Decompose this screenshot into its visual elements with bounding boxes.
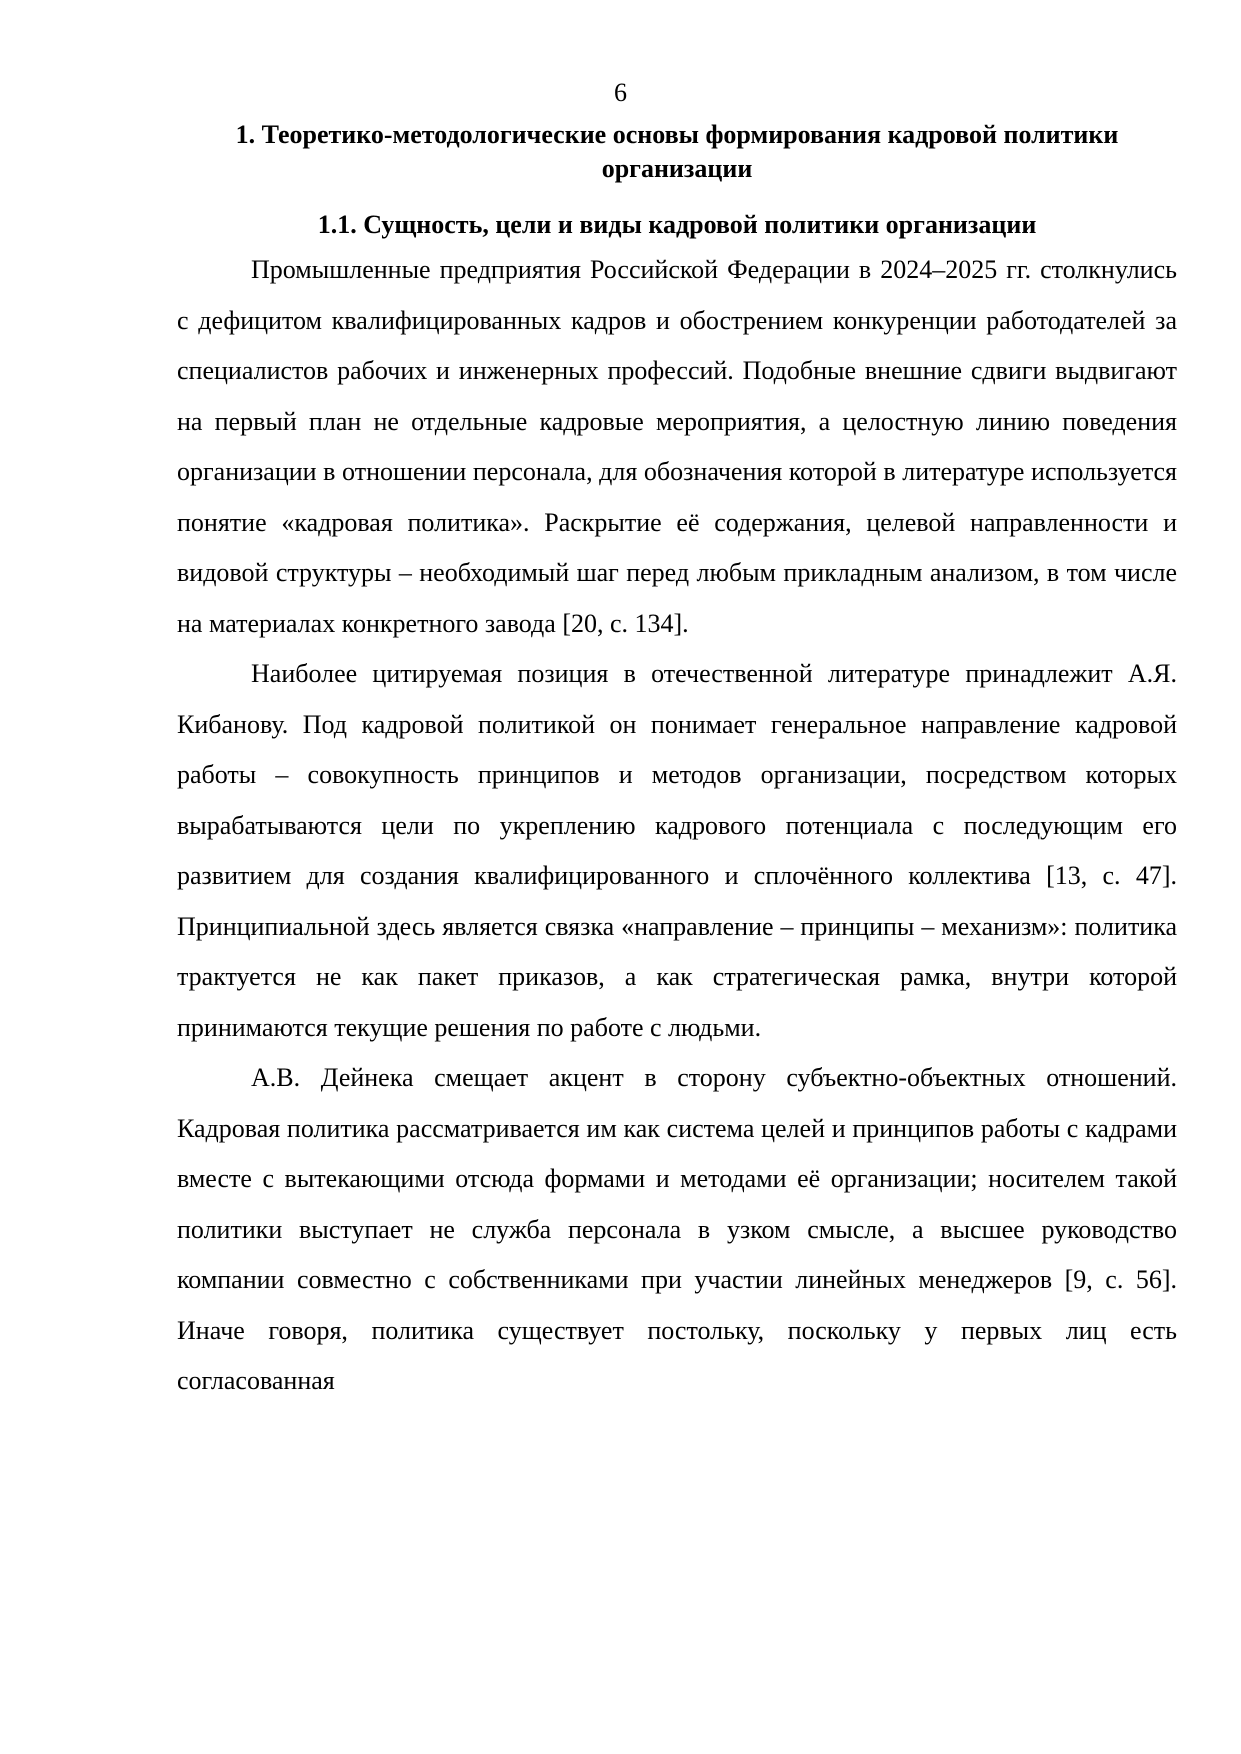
page-number: 6 [614,78,627,107]
paragraph-3: А.В. Дейнека смещает акцент в сторону субъектно-объектных отношений. Кадровая политика рассматривается им как система целей и принципов работы с кадрами вместе с вытекающими отсюда формами и методами её организации; носителем такой политики выступает не служба персонала в узком смысле, а высшее руководство компании совместно с собственниками при участии линейных менеджеров [9, с. 56]. Иначе говоря, политика существует постольку, поскольку у первых лиц есть согласованная [177,1063,1177,1395]
chapter-title: 1. Теоретико-методологические основы формирования кадровой политики организации [235,120,1119,183]
page-content [177,118,1177,1407]
paragraph-2: Наиболее цитируемая позиция в отечественной литературе принадлежит А.Я. Кибанову. Под кадровой политикой он понимает генеральное направление кадровой работы – совокупность принципов и методов организации, посредством которых вырабатываются цели по укреплению кадрового потенциала с последующим его развитием для создания квалифицированного и сплочённого коллектива [13, с. 47]. Принципиальной здесь является связка «направление – принципы – механизм»: политика трактуется не как пакет приказов, а как стратегическая рамка, внутри которой принимаются текущие решения по работе с людьми. [177,659,1177,1042]
section-title: 1.1. Сущность, цели и виды кадровой политики организации [317,210,1037,239]
paragraph-1: Промышленные предприятия Российской Федерации в 2024–2025 гг. столкнулись с дефицитом квалифицированных кадров и обострением конкуренции работодателей за специалистов рабочих и инженерных профессий. Подобные внешние сдвиги выдвигают на первый план не отдельные кадровые мероприятия, а целостную линию поведения организации в отношении персонала, для обозначения которой в литературе используется понятие «кадровая политика». Раскрытие её содержания, целевой направленности и видовой структуры – необходимый шаг перед любым прикладным анализом, в том числе на материалах конкретного завода [20, с. 134]. [177,255,1177,638]
